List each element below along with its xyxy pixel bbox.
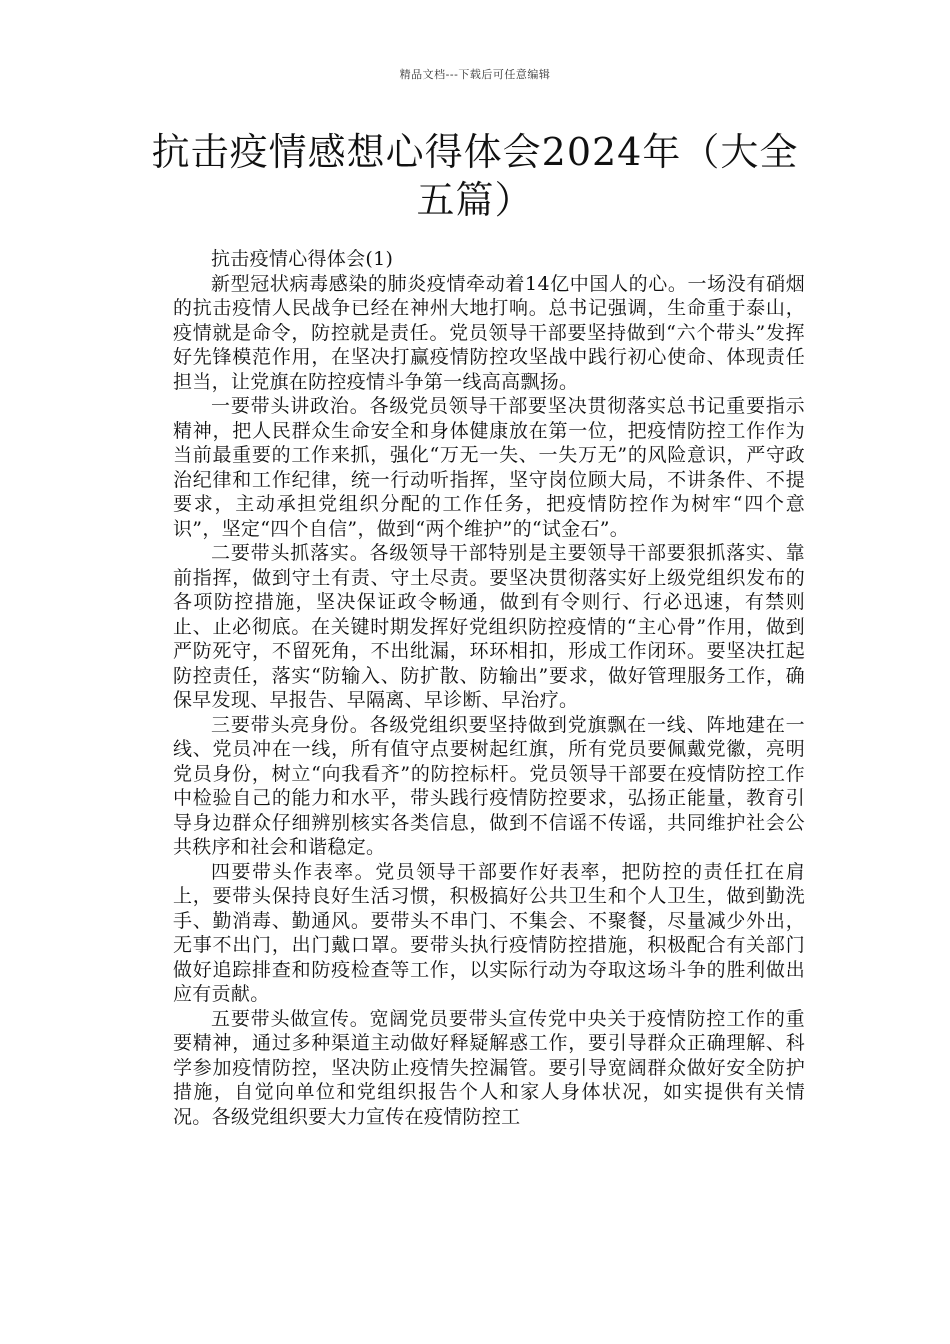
paragraph: 四要带头作表率。党员领导干部要作好表率，把防控的责任扛在肩上，要带头保持良好生活习惯，积极搞好公共卫生和个人卫生，做到勤洗手、勤消毒、勤通风。要带头不串门、不集会、不聚餐，尽量减少外出，无事不出门，出门戴口罩。要带头执行疫情防控措施，积极配合有关部门做好追踪排查和防疫检查等工作，以实际行动为夺取这场斗争的胜利做出应有贡献。 [173,860,805,1005]
paragraph: 三要带头亮身份。各级党组织要坚持做到党旗飘在一线、阵地建在一线、党员冲在一线，所有值守点要树起红旗，所有党员要佩戴党徽，亮明党员身份，树立“向我看齐”的防控标杆。党员领导干部要在疫情防控工作中检验自己的能力和水平，带头践行疫情防控要求，弘扬正能量，教育引导身边群众仔细辨别核实各类信息，做到不信谣不传谣，共同维护社会公共秩序和社会和谐稳定。 [173,713,805,858]
paragraph: 五要带头做宣传。宽阔党员要带头宣传党中央关于疫情防控工作的重要精神，通过多种渠道主动做好释疑解惑工作，要引导群众正确理解、科学参加疫情防控，坚决防止疫情失控漏管。要引导宽阔群众做好安全防护措施，自觉向单位和党组织报告个人和家人身体状况，如实提供有关情况。各级党组织要大力宣传在疫情防控工 [173,1007,805,1128]
paragraph: 新型冠状病毒感染的肺炎疫情牵动着14亿中国人的心。一场没有硝烟的抗击疫情人民战争已经在神州大地打响。总书记强调，生命重于泰山，疫情就是命令，防控就是责任。党员领导干部要坚持做到“六个带头”发挥好先锋模范作用，在坚决打赢疫情防控攻坚战中践行初心使命、体现责任担当，让党旗在防控疫情斗争第一线高高飘扬。 [173,272,805,393]
section-subtitle: 抗击疫情心得体会(1) [211,248,394,270]
document-body [173,247,805,1129]
document-title: 抗击疫情感想心得体会2024年（大全五篇） [151,130,799,222]
paragraph: 二要带头抓落实。各级领导干部特别是主要领导干部要狠抓落实、靠前指挥，做到守土有责、守土尽责。要坚决贯彻落实好上级党组织发布的各项防控措施，坚决保证政令畅通，做到有令则行、行必迅速，有禁则止、止必彻底。在关键时期发挥好党组织防控疫情的“主心骨”作用，做到严防死守，不留死角，不出纰漏，环环相扣，形成工作闭环。要坚决扛起防控责任，落实“防输入、防扩散、防输出”要求，做好管理服务工作，确保早发现、早报告、早隔离、早诊断、早治疗。 [173,542,805,711]
paragraph: 一要带头讲政治。各级党员领导干部要坚决贯彻落实总书记重要指示精神，把人民群众生命安全和身体健康放在第一位，把疫情防控工作作为当前最重要的工作来抓，强化“万无一失、一失万无”的风险意识，严守政治纪律和工作纪律，统一行动听指挥，坚守岗位顾大局，不讲条件、不提要求，主动承担党组织分配的工作任务，把疫情防控作为树牢“四个意识”，坚定“四个自信”，做到“两个维护”的“试金石”。 [173,395,805,540]
header-note: 精品文档---下载后可任意编辑 [399,68,551,81]
